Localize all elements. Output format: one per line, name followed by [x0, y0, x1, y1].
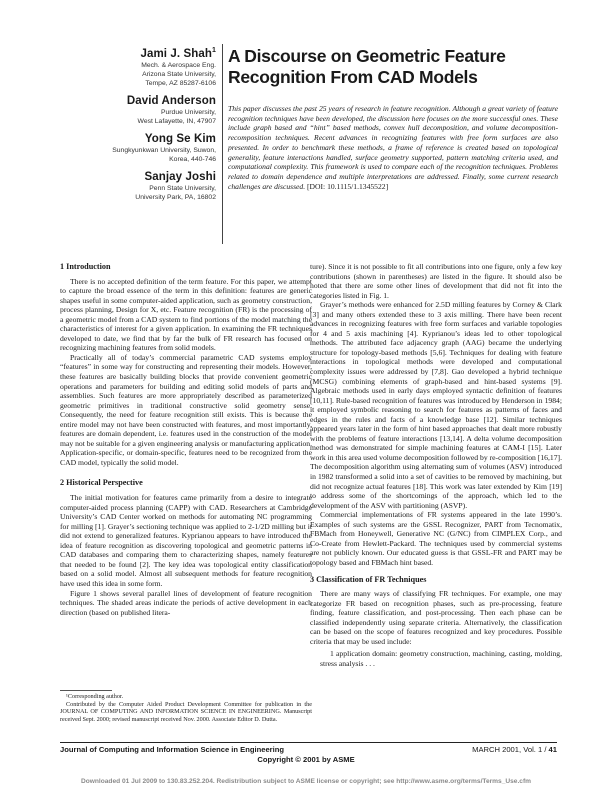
author-affiliation-line: University Park, PA, 16802 [135, 193, 216, 201]
author-block [100, 132, 216, 164]
author-affiliation-line: Mech. & Aerospace Eng. [141, 61, 216, 69]
paragraph: ture). Since it is not possible to fit all contributions into one figure, only a few key contributions (shown in parentheses) are listed in the figure. It should also be noted that there are some other lines of development that did not fit into the categories listed in Fig. 1. [310, 262, 562, 300]
author-affiliation-line: Arizona State University, [142, 70, 216, 78]
author-affiliation-line: Penn State University, [149, 184, 216, 192]
paragraph: Practically all of today’s commercial parametric CAD systems employ “features” in some way for constructing and representing their models. However, these features are basically building blocks that provide convenient geometric operations and parameters for building and editing solid models of parts and assemblies. Such features are more appropriately described as parameterized geometric primitives in traditional constructive solid geometry sense. Consequently, the need for feature recognition still exists. This is because the entire model may not have been constructed with features, and most importantly, features are domain dependent, i.e. features used in the construction of the model may not be suitable for a given engineering analysis or manufacturing application. Application-specific, or domain-specific, features need to be recognized from the CAD model, typically the solid model. [60, 352, 312, 467]
list-item: 1 application domain: geometry construction, machining, casting, molding, stress analysis . . . [320, 649, 562, 668]
issue-info: MARCH 2001, Vol. 1 / 41 [472, 745, 557, 754]
author-affiliation-line: West Lafayette, IN, 47907 [137, 117, 216, 125]
author-block [100, 170, 216, 202]
section-heading: 3 Classification of FR Techniques [310, 574, 427, 584]
paragraph: Figure 1 shows several parallel lines of development of feature recognition techniques. The shaded areas indicate the periods of active development in each direction (based on published litera- [60, 588, 312, 617]
author-name: Sanjay Joshi [144, 170, 216, 183]
footnote: ¹Corresponding author. [66, 693, 124, 700]
download-watermark: Downloaded 01 Jul 2009 to 130.83.252.204. Redistribution subject to ASME license or copyright; see http://www.asme.org/terms/Terms_Use.cfm [80, 778, 532, 785]
author-name: Yong Se Kim [144, 132, 216, 145]
author-footnote-mark: 1 [212, 47, 216, 54]
author-name: David Anderson [126, 94, 216, 107]
footnotes [60, 693, 312, 723]
header-divider [222, 44, 223, 244]
page-number: 41 [548, 745, 557, 754]
author-affiliation-line: Korea, 440-746 [169, 155, 216, 163]
author-list [100, 44, 216, 208]
author-affiliation-line: Purdue University, [160, 108, 216, 116]
body-column-left [60, 262, 312, 617]
author-name: Jami J. Shah$^1$ [140, 47, 216, 60]
paragraph: There is no accepted definition of the term feature. For this paper, we attempt to capture the broad essence of the term in this definition: features are generic shapes useful in some computer-aided application, such as geometry construction, process planning, Design for X, etc. Feature recognition (FR) is the processing of a geometric model from a CAD system to find portions of the model matching the characteristics of interest for a given application. In examining the FR techniques developed to date, we find that by far the bulk of FR research has focused on recognizing machining features from solid models. [60, 276, 312, 353]
doi-link[interactable]: [DOI: 10.1115/1.1345522] [307, 181, 389, 191]
author-block [100, 44, 216, 88]
journal-name: Journal of Computing and Information Science in Engineering [60, 745, 285, 754]
footnote: Contributed by the Computer Aided Product Development Committee for publication in the JOURNAL OF COMPUTING AND INFORMATION SCIENCE IN ENGINEERING. Manuscript received Sept. 2000; revised manuscript received Nov. 2000. Associate Editor D. Dutta. [60, 700, 312, 723]
footnote-divider [60, 690, 112, 691]
paragraph: The initial motivation for features came primarily from a desire to integrate computer-aided process planning (CAPP) with CAD. Researchers at Cambridge University’s CAD Center worked on methods for automating NC programming for milling [1]. Grayer’s sectioning technique was applied to 2-1/2D milling but it did not extend to generalized features. Kyprianou appears to have introduced the idea of feature recognition as discovering topological and geometric patterns in CAD databases and comparing them to characterizing shapes, namely features that needed to be found [2]. The key idea was topological entity classification based on a solid model. Almost all subsequent methods for feature recognition have used this idea in some form. [60, 493, 312, 588]
author-affiliation-line: Sungkyunkwan University, Suwon, [112, 146, 216, 154]
section-heading: 2 Historical Perspective [60, 478, 143, 488]
paragraph: There are many ways of classifying FR techniques. For example, one may categorize FR based on recognition phases, such as pre-processing, feature finding, feature classification, and post-processing. Then each phase can be classified independently using separate criteria. Alternatively, the classification can be based on the scope of features recognized and key procedures. Possible criteria that may be used include: [310, 589, 562, 646]
author-block [100, 94, 216, 126]
author-affiliation-line: Tempe, AZ 85287-6106 [145, 79, 216, 87]
abstract-text: This paper discusses the past 25 years of research in feature recognition. Although a great variety of feature recognition techniques have been developed, the discussion here focuses on the more successful ones. These include graph based and “hint” based methods, convex hull decomposition, and volume decomposition-recomposition techniques. Recent advances in recognizing features with free form surfaces are also presented. In order to benchmark these methods, a frame of reference is created based on topological generality, feature interactions handled, surface geometry supported, pattern matching criteria used, and computational complexity. This framework is used to compare each of the recognition techniques. Problems related to domain dependence and multiple interpretations are addressed. Finally, some current research challenges are discussed. [228, 104, 558, 191]
abstract [228, 104, 558, 191]
copyright-notice: Copyright © 2001 by ASME [257, 755, 355, 764]
body-column-right [310, 262, 562, 668]
section-heading: 1 Introduction [60, 262, 111, 271]
footer-divider [60, 742, 557, 743]
paragraph: Grayer’s methods were enhanced for 2.5D milling features by Corney & Clark [3] and many others extended these to 3 axis milling. There have been recent advances in recognizing features with free form surfaces and variable topologies for 4 and 5 axis machining [4]. Kyprianou’s ideas led to other topological methods. The attributed face adjacency graph (AAG) became the underlying structure for topology-based methods [5,6]. Techniques for dealing with feature interactions in topological methods were developed and computational complexity issues were addressed by [7,8]. Gao developed a hybrid technique (MCSG) combining elements of graph-based and hint-based systems [9]. Algebraic methods used in early days employed syntactic definition of features [10,11]. Rule-based recognition of features was introduced by Henderson in 1984; it employed symbolic reasoning to search for features as patterns of faces and edges in the rules and facts of a knowledge base [12]. Similar techniques appeared years later in the form of hint based approaches that dealt more robustly with the problems of feature interactions [13,14]. A delta volume decomposition method was demonstrated for simple machining features at CAM-I [15]. Later work in this area used volume decomposition followed by re-composition [16,17]. The decomposition algorithm using alternating sum of volumes (ASV) introduced in 1982 transformed a solid into a set of cavities to be removed by machining, but did not recognize actual features [18]. This work was later extended by Kim [19] to address some of the shortcomings of the approach, which led to the development of the ASV with partitioning (ASVP). [310, 300, 562, 510]
paragraph: Commercial implementations of FR systems appeared in the late 1990’s. Examples of such systems are the GSSL Recognizer, PART from Tecnomatix, FBMach from Honeywell, Generative NC (G/NC) from CIMPLEX Corp., and Co-Create from Hewlett-Packard. The techniques used by commercial systems are not publicly known. Our educated guess is that GSSL-FR and PART may be topology based and FBMach hint based. [310, 510, 562, 567]
paper-title: A Discourse on Geometric Feature Recognition From CAD Models [228, 46, 506, 87]
